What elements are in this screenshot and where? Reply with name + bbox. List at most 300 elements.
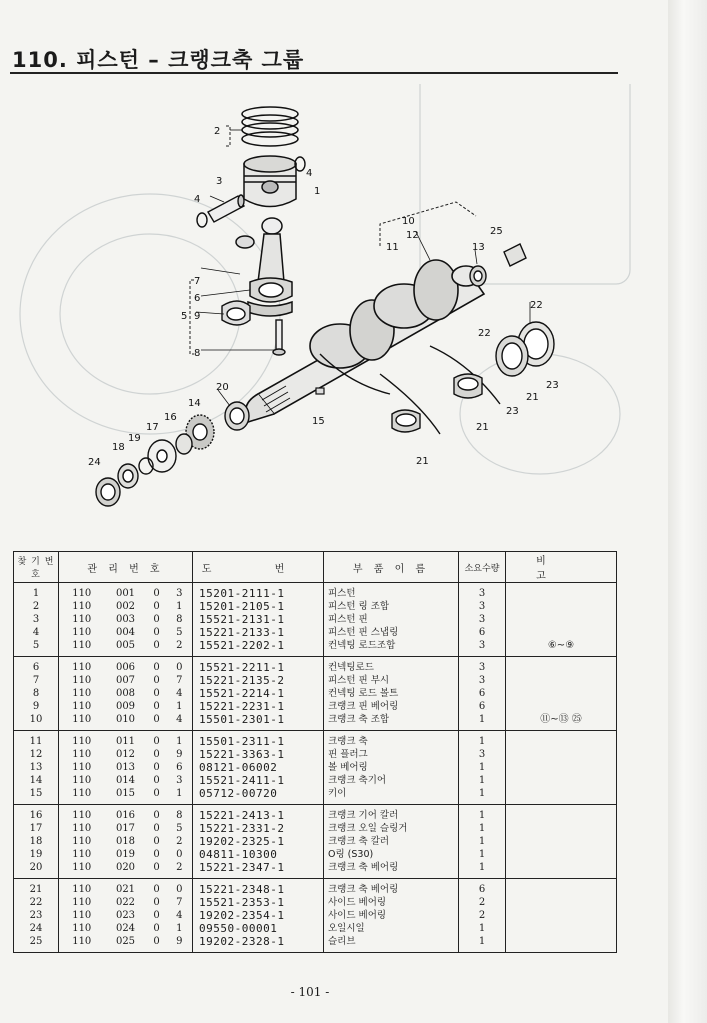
main-bearings	[392, 374, 482, 432]
check-digit-cell: 3	[167, 583, 193, 601]
revision-cell: 0	[153, 762, 160, 773]
part-name-cell: 피스턴 핀	[324, 613, 459, 626]
find-no-cell: 19	[14, 848, 59, 861]
drawing-no-cell: 15521-2202-1	[193, 639, 324, 657]
remark-cell	[506, 909, 617, 922]
revision-cell: 0	[153, 836, 160, 847]
table-row	[14, 822, 617, 835]
drawing-no-cell: 15521-2411-1	[193, 774, 324, 787]
table-row	[14, 848, 617, 861]
remark-cell	[506, 600, 617, 613]
header-control-no: 관 리 번 호	[59, 552, 193, 583]
quantity-cell: 6	[459, 879, 506, 897]
drawing-no-cell: 15221-2231-1	[193, 700, 324, 713]
remark-cell	[506, 787, 617, 805]
remark-cell	[506, 748, 617, 761]
revision-cell: 0	[153, 627, 160, 638]
item-code-cell: 009	[115, 701, 136, 712]
revision-cell: 0	[153, 588, 160, 599]
page-title: 110. 피스턴 – 크랭크축 그룹	[12, 48, 305, 72]
callout-label: 24	[88, 457, 101, 468]
part-name-cell: 컨넥팅 로드조합	[324, 639, 459, 657]
callout-label: 22	[530, 300, 543, 311]
item-code-cell: 011	[115, 736, 136, 747]
part-name-cell: 크랭크 축기어	[324, 774, 459, 787]
callout-label: 9	[194, 311, 201, 322]
quantity-cell: 1	[459, 822, 506, 835]
diagram-callouts	[88, 126, 559, 468]
drawing-no-cell: 15201-2105-1	[193, 600, 324, 613]
drawing-no-cell: 09550-00001	[193, 922, 324, 935]
part-name-cell: 크랭크 축 칼러	[324, 835, 459, 848]
table-row	[14, 761, 617, 774]
table-row	[14, 805, 617, 823]
quantity-cell: 1	[459, 835, 506, 848]
callout-label: 19	[128, 433, 141, 444]
find-no-cell: 3	[14, 613, 59, 626]
part-name-cell: 크랭크 축 조합	[324, 713, 459, 731]
remark-cell	[506, 805, 617, 823]
remark-cell	[506, 935, 617, 953]
check-digit-cell: 2	[167, 639, 193, 657]
table-row	[14, 909, 617, 922]
table-row	[14, 787, 617, 805]
part-name-cell: 크랭크 축 베어링	[324, 861, 459, 879]
part-name-cell: 컨넥팅 로드 볼트	[324, 687, 459, 700]
quantity-cell: 3	[459, 748, 506, 761]
item-code-cell: 020	[105, 861, 147, 879]
callout-label: 16	[164, 412, 177, 423]
revision-cell: 0	[153, 923, 160, 934]
callout-label: 3	[216, 176, 223, 187]
quantity-cell: 1	[459, 713, 506, 731]
quantity-cell: 3	[459, 674, 506, 687]
quantity-cell: 6	[459, 626, 506, 639]
item-code-cell: 007	[115, 675, 136, 686]
find-no-cell: 20	[14, 861, 59, 879]
parts-table-body	[14, 583, 617, 953]
drawing-no-cell: 04811-10300	[193, 848, 324, 861]
find-no-cell: 9	[14, 700, 59, 713]
callout-label: 6	[194, 293, 201, 304]
item-code-cell: 008	[115, 688, 136, 699]
group-code-cell: 110	[59, 700, 105, 713]
part-name-cell: 크랭크 축 베어링	[324, 879, 459, 897]
callout-label: 4	[306, 168, 313, 179]
quantity-cell: 3	[459, 657, 506, 675]
drawing-no-cell: 15221-2348-1	[193, 879, 324, 897]
group-code-cell: 110	[59, 600, 105, 613]
find-no-cell: 15	[14, 787, 59, 805]
group-code-cell: 110	[59, 922, 105, 935]
part-name-cell: 크랭크 핀 베어링	[324, 700, 459, 713]
header-remarks: 비 고	[506, 552, 617, 583]
callout-label: 11	[386, 242, 399, 253]
exploded-parts-diagram	[0, 84, 660, 534]
part-name-cell: 크랭크 기어 칼러	[324, 805, 459, 823]
title-underline	[10, 72, 618, 74]
part-name-cell: O링 (S30)	[324, 848, 459, 861]
item-code-cell: 006	[115, 662, 136, 673]
table-row	[14, 748, 617, 761]
part-name-cell: 피스턴	[324, 583, 459, 601]
group-code-cell: 110	[59, 774, 105, 787]
remark-cell	[506, 879, 617, 897]
find-no-cell: 17	[14, 822, 59, 835]
callout-label: 12	[406, 230, 419, 241]
group-code-cell: 110	[59, 731, 105, 749]
find-no-cell: 21	[14, 879, 59, 897]
table-row	[14, 774, 617, 787]
table-row	[14, 700, 617, 713]
find-no-cell: 1	[14, 583, 59, 601]
group-code-cell: 110	[59, 861, 105, 879]
group-code-cell: 110	[59, 835, 105, 848]
revision-cell: 0	[147, 861, 167, 879]
find-no-cell: 8	[14, 687, 59, 700]
table-row	[14, 674, 617, 687]
callout-label: 25	[490, 226, 503, 237]
revision-cell: 0	[153, 884, 160, 895]
table-row	[14, 626, 617, 639]
callout-label: 13	[472, 242, 485, 253]
callout-label: 14	[188, 398, 201, 409]
check-digit-cell: 8	[167, 805, 193, 823]
connecting-rod	[236, 218, 292, 316]
group-code-cell: 110	[59, 879, 105, 897]
quantity-cell: 1	[459, 761, 506, 774]
table-row	[14, 713, 617, 731]
callout-label: 23	[546, 380, 559, 391]
part-name-cell: 키이	[324, 787, 459, 805]
crank-pin-bearings	[222, 301, 250, 325]
check-digit-cell: 2	[167, 835, 193, 848]
key	[316, 388, 324, 394]
remark-cell	[506, 848, 617, 861]
table-row	[14, 922, 617, 935]
part-name-cell: 사이드 베어링	[324, 909, 459, 922]
item-code-cell: 012	[115, 749, 136, 760]
part-name-cell: 피스턴 링 조합	[324, 600, 459, 613]
quantity-cell: 3	[459, 613, 506, 626]
revision-cell: 0	[153, 897, 160, 908]
revision-cell: 0	[153, 775, 160, 786]
item-code-cell: 024	[115, 923, 136, 934]
find-no-cell: 5	[14, 639, 59, 657]
quantity-cell: 1	[459, 787, 506, 805]
table-row	[14, 896, 617, 909]
drawing-no-cell: 15521-2211-1	[193, 657, 324, 675]
item-code-cell: 003	[115, 614, 136, 625]
table-header-row	[14, 552, 617, 583]
find-no-cell: 23	[14, 909, 59, 922]
drawing-no-cell: 15221-2347-1	[193, 861, 324, 879]
check-digit-cell: 3	[167, 774, 193, 787]
part-name-cell: 크랭크 오일 슬링거	[324, 822, 459, 835]
drawing-no-cell: 05712-00720	[193, 787, 324, 805]
revision-cell: 0	[153, 662, 160, 673]
item-code-cell: 022	[115, 897, 136, 908]
group-code-cell: 110	[59, 805, 105, 823]
find-no-cell: 2	[14, 600, 59, 613]
table-row	[14, 600, 617, 613]
remark-cell	[506, 922, 617, 935]
side-bearings	[496, 322, 554, 376]
callout-label: 15	[312, 416, 325, 427]
table-row	[14, 731, 617, 749]
check-digit-cell: 9	[167, 935, 193, 953]
group-code-cell: 110	[59, 909, 105, 922]
find-no-cell: 22	[14, 896, 59, 909]
check-digit-cell: 7	[167, 674, 193, 687]
drawing-no-cell: 15221-2331-2	[193, 822, 324, 835]
quantity-cell: 6	[459, 700, 506, 713]
drawing-no-cell: 15501-2301-1	[193, 713, 324, 731]
drawing-no-cell: 19202-2328-1	[193, 935, 324, 953]
callout-label: 21	[526, 392, 539, 403]
callout-label: 18	[112, 442, 125, 453]
callout-label: 5	[181, 311, 188, 322]
group-code-cell: 110	[59, 713, 105, 731]
group-code-cell: 110	[59, 848, 105, 861]
remark-cell	[506, 731, 617, 749]
check-digit-cell: 7	[167, 896, 193, 909]
group-code-cell: 110	[59, 761, 105, 774]
revision-cell: 0	[147, 787, 167, 805]
callout-label: 21	[416, 456, 429, 467]
check-digit-cell: 1	[167, 787, 193, 805]
check-digit-cell: 5	[167, 822, 193, 835]
check-digit-cell: 1	[167, 700, 193, 713]
group-code-cell: 110	[59, 613, 105, 626]
table-row	[14, 583, 617, 601]
remark-cell	[506, 835, 617, 848]
callout-label: 21	[476, 422, 489, 433]
piston-pin	[208, 195, 244, 222]
remark-cell	[506, 861, 617, 879]
group-code-cell: 110	[59, 787, 105, 805]
find-no-cell: 18	[14, 835, 59, 848]
item-code-cell: 013	[115, 762, 136, 773]
piston-rings	[242, 107, 298, 146]
drawing-no-cell: 15521-2214-1	[193, 687, 324, 700]
quantity-cell: 1	[459, 805, 506, 823]
callout-label: 4	[194, 194, 201, 205]
table-row	[14, 861, 617, 879]
item-code-cell: 017	[115, 823, 136, 834]
remark-cell	[506, 657, 617, 675]
check-digit-cell: 9	[167, 748, 193, 761]
quantity-cell: 1	[459, 731, 506, 749]
remark-cell	[506, 626, 617, 639]
revision-cell: 0	[153, 601, 160, 612]
part-name-cell: 피스턴 핀 스냅링	[324, 626, 459, 639]
find-no-cell: 6	[14, 657, 59, 675]
part-name-cell: 오일시일	[324, 922, 459, 935]
revision-cell: 0	[153, 675, 160, 686]
part-name-cell: 피스턴 핀 부시	[324, 674, 459, 687]
find-no-cell: 13	[14, 761, 59, 774]
page-number: - 101 -	[290, 985, 330, 999]
item-code-cell: 023	[115, 910, 136, 921]
quantity-cell: 2	[459, 909, 506, 922]
quantity-cell: 2	[459, 896, 506, 909]
header-find-no: 찾 기 번 호	[14, 552, 59, 583]
drawing-no-cell: 15221-3363-1	[193, 748, 324, 761]
remark-cell	[506, 700, 617, 713]
quantity-cell: 3	[459, 583, 506, 601]
revision-cell: 0	[153, 810, 160, 821]
find-no-cell: 11	[14, 731, 59, 749]
page-edge-shadow	[668, 0, 707, 1023]
drawing-no-cell: 15221-2135-2	[193, 674, 324, 687]
header-quantity: 소요수량	[459, 552, 506, 583]
table-row	[14, 687, 617, 700]
item-code-cell: 001	[115, 588, 136, 599]
part-name-cell: 핀 플러그	[324, 748, 459, 761]
quantity-cell: 1	[459, 861, 506, 879]
remark-cell	[506, 687, 617, 700]
revision-cell: 0	[153, 910, 160, 921]
check-digit-cell: 4	[167, 909, 193, 922]
revision-cell: 0	[153, 823, 160, 834]
check-digit-cell: 6	[167, 761, 193, 774]
callout-label: 23	[506, 406, 519, 417]
callout-label: 8	[194, 348, 201, 359]
group-code-cell: 110	[59, 935, 105, 953]
part-name-cell: 사이드 베어링	[324, 896, 459, 909]
find-no-cell: 10	[14, 713, 59, 731]
part-name-cell: 컨넥팅로드	[324, 657, 459, 675]
find-no-cell: 24	[14, 922, 59, 935]
remark-cell	[506, 613, 617, 626]
drawing-no-cell: 08121-06002	[193, 761, 324, 774]
group-code-cell: 110	[59, 896, 105, 909]
callout-label: 1	[314, 186, 321, 197]
quantity-cell: 1	[459, 922, 506, 935]
table-row	[14, 835, 617, 848]
table-row	[14, 935, 617, 953]
check-digit-cell: 8	[167, 613, 193, 626]
check-digit-cell: 1	[167, 731, 193, 749]
part-name-cell: 크랭크 축	[324, 731, 459, 749]
remark-cell	[506, 674, 617, 687]
item-code-cell: 002	[115, 601, 136, 612]
drawing-no-cell: 15201-2111-1	[193, 583, 324, 601]
callout-label: 10	[402, 216, 415, 227]
item-code-cell: 018	[115, 836, 136, 847]
group-code-cell: 110	[59, 583, 105, 601]
callout-label: 2	[214, 126, 221, 137]
item-code-cell: 014	[115, 775, 136, 786]
find-no-cell: 12	[14, 748, 59, 761]
find-no-cell: 4	[14, 626, 59, 639]
check-digit-cell: 2	[167, 861, 193, 879]
drawing-no-cell: 19202-2354-1	[193, 909, 324, 922]
remark-cell: ⑥~⑨	[506, 639, 617, 657]
part-name-cell: 슬리브	[324, 935, 459, 953]
check-digit-cell: 1	[167, 600, 193, 613]
check-digit-cell: 4	[167, 713, 193, 731]
callout-label: 17	[146, 422, 159, 433]
drawing-no-cell: 15221-2133-1	[193, 626, 324, 639]
callout-label: 22	[478, 328, 491, 339]
remark-cell	[506, 774, 617, 787]
revision-cell: 0	[147, 935, 167, 953]
group-code-cell: 110	[59, 657, 105, 675]
group-code-cell: 110	[59, 626, 105, 639]
quantity-cell: 3	[459, 600, 506, 613]
callout-label: 7	[194, 276, 201, 287]
quantity-cell: 1	[459, 774, 506, 787]
quantity-cell: 1	[459, 935, 506, 953]
item-code-cell: 010	[105, 713, 147, 731]
remark-cell	[506, 822, 617, 835]
piston	[244, 156, 296, 207]
quantity-cell: 3	[459, 639, 506, 657]
remark-cell	[506, 896, 617, 909]
check-digit-cell: 5	[167, 626, 193, 639]
item-code-cell: 016	[115, 810, 136, 821]
group-code-cell: 110	[59, 687, 105, 700]
revision-cell: 0	[147, 713, 167, 731]
remark-cell	[506, 761, 617, 774]
header-drawing-no: 도 번	[193, 552, 324, 583]
drawing-no-cell: 15501-2311-1	[193, 731, 324, 749]
table-row	[14, 657, 617, 675]
table-row	[14, 613, 617, 626]
item-code-cell: 005	[105, 639, 147, 657]
group-code-cell: 110	[59, 748, 105, 761]
drawing-no-cell: 15221-2413-1	[193, 805, 324, 823]
remark-cell	[506, 583, 617, 601]
revision-cell: 0	[147, 639, 167, 657]
drawing-no-cell: 19202-2325-1	[193, 835, 324, 848]
table-row	[14, 639, 617, 657]
part-name-cell: 볼 베어링	[324, 761, 459, 774]
check-digit-cell: 0	[167, 848, 193, 861]
find-no-cell: 7	[14, 674, 59, 687]
revision-cell: 0	[153, 749, 160, 760]
item-code-cell: 015	[105, 787, 147, 805]
group-code-cell: 110	[59, 822, 105, 835]
drawing-no-cell: 15521-2131-1	[193, 613, 324, 626]
bleed-through-ghost	[20, 84, 630, 474]
group-code-cell: 110	[59, 674, 105, 687]
remark-cell: ⑪~⑬ ㉕	[506, 713, 617, 731]
group-code-cell: 110	[59, 639, 105, 657]
quantity-cell: 6	[459, 687, 506, 700]
item-code-cell: 019	[115, 849, 136, 860]
drawing-no-cell: 15521-2353-1	[193, 896, 324, 909]
callout-label: 20	[216, 382, 229, 393]
revision-cell: 0	[153, 688, 160, 699]
find-no-cell: 14	[14, 774, 59, 787]
quantity-cell: 1	[459, 848, 506, 861]
find-no-cell: 16	[14, 805, 59, 823]
check-digit-cell: 4	[167, 687, 193, 700]
item-code-cell: 004	[115, 627, 136, 638]
parts-list-table	[13, 551, 617, 953]
check-digit-cell: 1	[167, 922, 193, 935]
item-code-cell: 021	[115, 884, 136, 895]
header-part-name: 부 품 이 름	[324, 552, 459, 583]
revision-cell: 0	[153, 701, 160, 712]
revision-cell: 0	[153, 849, 160, 860]
revision-cell: 0	[153, 614, 160, 625]
find-no-cell: 25	[14, 935, 59, 953]
revision-cell: 0	[153, 736, 160, 747]
